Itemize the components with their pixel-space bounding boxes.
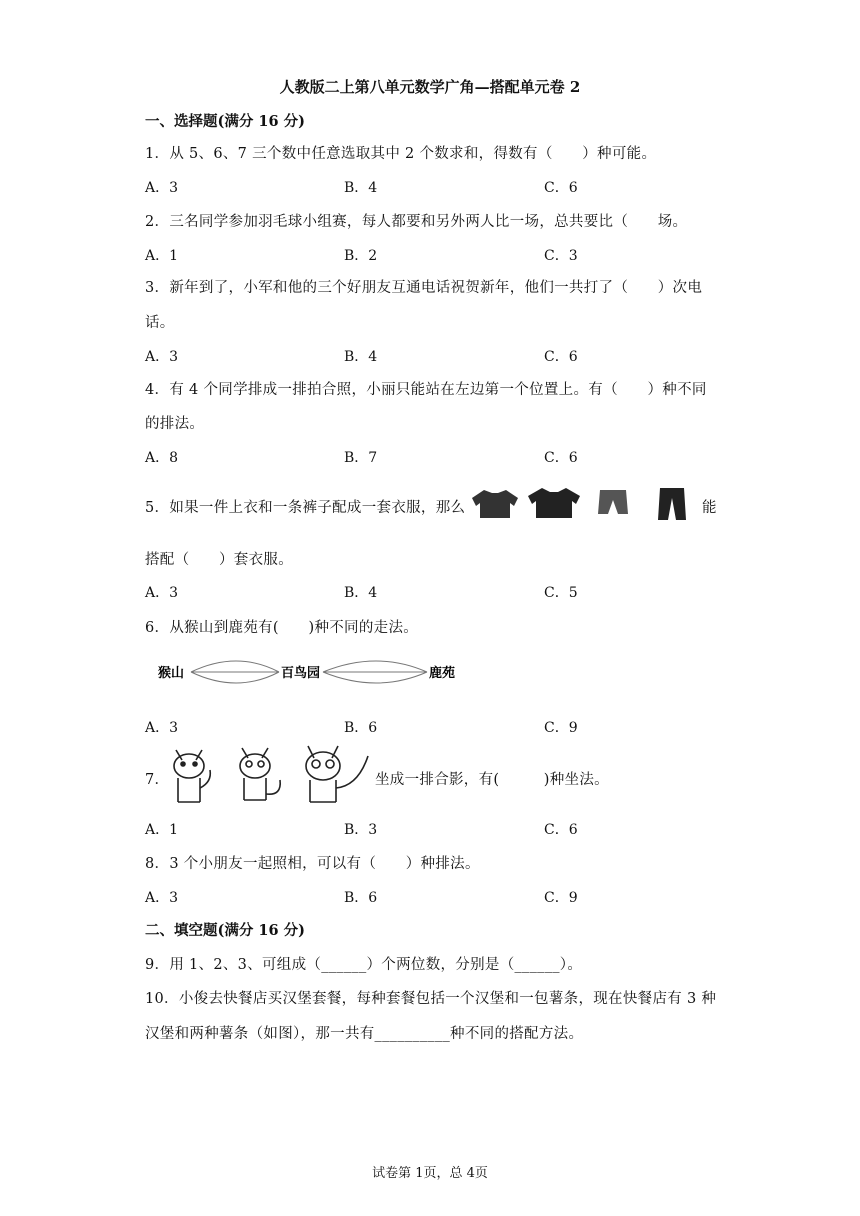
q7-option-c: C．6 [544,822,578,838]
question-4-line1: 4．有 4 个同学排成一排拍合照，小丽只能站在左边第一个位置上。有（ ）种不同 [145,382,707,398]
q2-option-a: A．1 [145,248,179,264]
clothing-picture [468,484,696,524]
q5-option-a: A．3 [145,585,179,601]
cat-1-icon [174,750,210,802]
jacket-1-icon [472,490,518,518]
question-5-line1: 5．如果一件上衣和一条裤子配成一套衣服，那么 [145,500,466,516]
q6-option-b: B．6 [344,720,378,736]
q6-option-a: A．3 [145,720,179,736]
pants-1-icon [598,490,628,514]
q4-option-b: B．7 [344,450,378,466]
q3-option-c: C．6 [544,349,578,365]
question-4-line2: 的排法。 [145,416,205,432]
q1-option-b: B．4 [344,180,378,196]
q3-option-b: B．4 [344,349,378,365]
q8-option-b: B．6 [344,890,378,906]
question-7-number: 7． [145,772,170,788]
place-bird-park: 百鸟园 [281,666,321,681]
question-7-stem: 坐成一排合影，有( )种坐法。 [375,772,609,788]
q7-option-a: A．1 [145,822,179,838]
q7-option-b: B．3 [344,822,378,838]
route-line [323,672,427,683]
cats-picture [168,742,378,806]
q2-option-c: C．3 [544,248,578,264]
question-10-line2: 汉堡和两种薯条（如图），那一共有__________种不同的搭配方法。 [145,1026,584,1042]
jacket-2-icon [528,488,580,518]
question-5-line2: 搭配（ ）套衣服。 [145,552,293,568]
section-heading-choice: 一、选择题(满分 16 分) [145,113,305,130]
pants-2-icon [658,488,686,520]
question-8: 8．3 个小朋友一起照相，可以有（ ）种排法。 [145,856,480,872]
question-1: 1．从 5、6、7 三个数中任意选取其中 2 个数求和，得数有（ ）种可能。 [145,146,657,162]
q1-option-a: A．3 [145,180,179,196]
q2-option-b: B．2 [344,248,378,264]
q4-option-c: C．6 [544,450,578,466]
question-10-line1: 10．小俊去快餐店买汉堡套餐，每种套餐包括一个汉堡和一包薯条，现在快餐店有 3 种 [145,991,717,1007]
page-footer: 试卷第 1页，总 4页 [372,1166,488,1181]
page-title: 人教版二上第八单元数学广角—搭配单元卷 2 [279,78,581,96]
place-deer-garden: 鹿苑 [429,666,456,681]
q3-option-a: A．3 [145,349,179,365]
route-line [191,672,279,683]
q1-option-c: C．6 [544,180,578,196]
q8-option-a: A．3 [145,890,179,906]
cat-3-icon [306,746,368,802]
q5-option-b: B．4 [344,585,378,601]
q8-option-c: C．9 [544,890,578,906]
route-line [191,661,279,672]
question-9: 9．用 1、2、3、可组成（______）个两位数，分别是（______）。 [145,957,583,973]
section-heading-fill-in: 二、填空题(满分 16 分) [145,922,305,939]
question-5-tail: 能 [702,500,717,516]
question-3-line2: 话。 [145,315,175,331]
place-monkey-hill: 猴山 [158,666,185,681]
question-2: 2．三名同学参加羽毛球小组赛，每人都要和另外两人比一场，总共要比（ 场。 [145,214,688,230]
question-3-line1: 3．新年到了，小军和他的三个好朋友互通电话祝贺新年，他们一共打了（ ）次电 [145,280,703,296]
cat-2-icon [240,748,280,800]
question-6: 6．从猴山到鹿苑有( )种不同的走法。 [145,620,419,636]
q5-option-c: C．5 [544,585,578,601]
route-line [323,661,427,672]
q6-option-c: C．9 [544,720,578,736]
q4-option-a: A．8 [145,450,179,466]
route-diagram [155,650,475,694]
